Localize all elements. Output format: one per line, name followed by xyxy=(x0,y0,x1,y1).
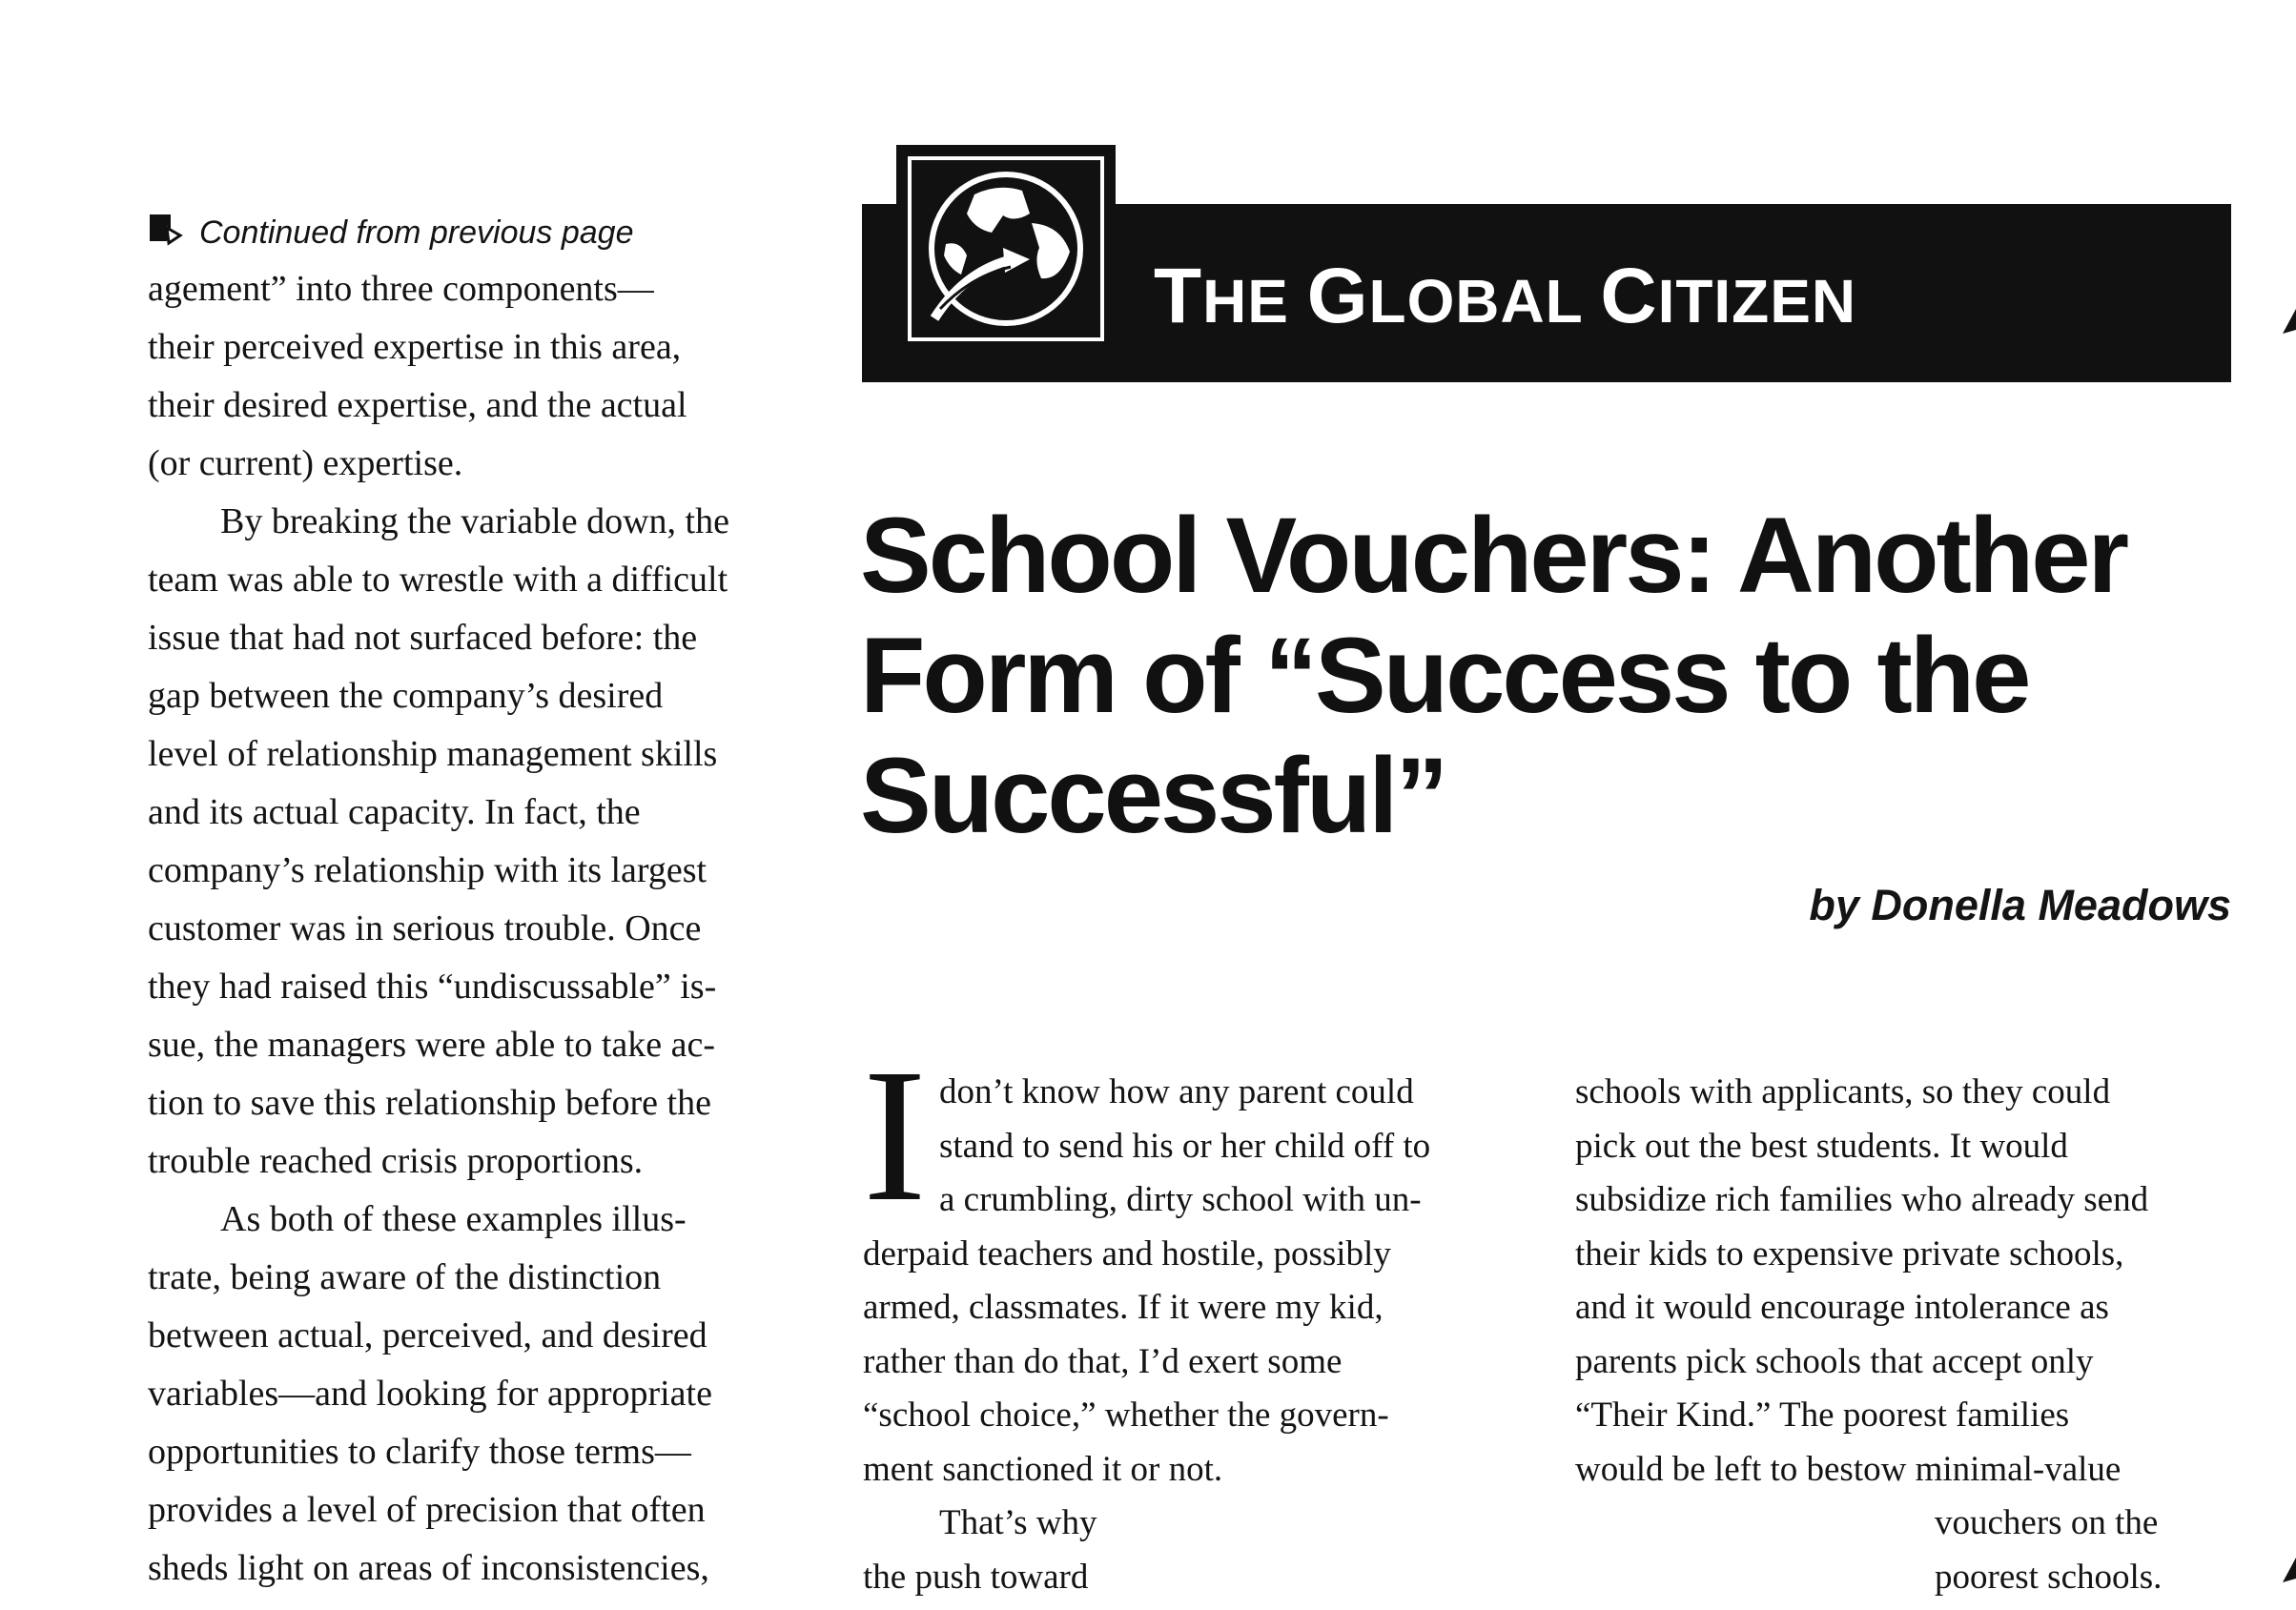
left-line: As both of these examples illus- xyxy=(220,1199,687,1239)
globe-logo xyxy=(896,145,1116,353)
body-line: rather than do that, I’d exert some xyxy=(863,1341,1343,1381)
left-line: company’s relationship with its largest xyxy=(148,850,707,890)
left-line: team was able to wrestle with a difficult xyxy=(148,560,728,600)
body-line: parents pick schools that accept only xyxy=(1575,1341,2094,1381)
left-line: they had raised this “undiscussable” is- xyxy=(148,967,717,1007)
left-line: variables—and looking for appropriate xyxy=(148,1374,712,1414)
continued-arrow-icon xyxy=(148,211,188,266)
left-line: customer was in serious trouble. Once xyxy=(148,908,702,948)
body-line: poorest schools. xyxy=(1935,1557,2163,1597)
body-line: schools with applicants, so they could xyxy=(1575,1072,2111,1111)
banner-title-part: LOBAL xyxy=(1368,267,1601,336)
left-line: sue, the managers were able to take ac- xyxy=(148,1025,716,1065)
banner-title xyxy=(1154,253,1857,339)
left-line: (or current) expertise. xyxy=(148,443,463,483)
body-line: pick out the best students. It would xyxy=(1575,1126,2068,1166)
article-column-2 xyxy=(1575,1066,2243,1604)
headline-line: Form of “Success to the xyxy=(860,616,2029,735)
drop-cap: I xyxy=(863,1030,927,1241)
body-line: “Their Kind.” The poorest families xyxy=(1575,1396,2070,1435)
body-line: vouchers on the xyxy=(1935,1503,2159,1542)
banner-title-part: T xyxy=(1154,253,1203,339)
body-line: armed, classmates. If it were my kid, xyxy=(863,1288,1384,1327)
body-line: ment sanctioned it or not. xyxy=(863,1449,1223,1489)
left-line: sheds light on areas of inconsistencies, xyxy=(148,1548,709,1588)
article-headline xyxy=(860,496,2271,856)
left-line: their desired expertise, and the actual xyxy=(148,385,687,425)
headline-line: School Vouchers: Another xyxy=(860,496,2127,615)
left-line: issue that had not surfaced before: the xyxy=(148,618,698,658)
body-line: derpaid teachers and hostile, possibly xyxy=(863,1233,1391,1274)
scan-edge-mark xyxy=(2277,305,2296,348)
body-line: and it would encourage intolerance as xyxy=(1575,1288,2109,1327)
banner-title-part: G xyxy=(1306,253,1369,339)
left-line: opportunities to clarify those terms— xyxy=(148,1432,691,1472)
left-line: between actual, perceived, and desired xyxy=(148,1315,707,1355)
body-line: That’s why xyxy=(939,1503,1097,1542)
body-line: subsidize rich families who already send xyxy=(1575,1180,2149,1219)
left-line: By breaking the variable down, the xyxy=(220,501,729,541)
body-line: a crumbling, dirty school with un- xyxy=(939,1180,1422,1219)
left-line: trouble reached crisis proportions. xyxy=(148,1141,644,1181)
left-line: trate, being aware of the distinction xyxy=(148,1257,662,1297)
body-line: “school choice,” whether the govern- xyxy=(863,1396,1389,1435)
article-column-1 xyxy=(863,1066,1530,1604)
left-line: their perceived expertise in this area, xyxy=(148,327,682,367)
byline: by Donella Meadows xyxy=(1809,881,2231,929)
left-line: gap between the company’s desired xyxy=(148,676,664,716)
body-line: would be left to bestow minimal-value xyxy=(1575,1449,2122,1489)
body-line: their kids to expensive private schools, xyxy=(1575,1233,2124,1274)
continued-text: Continued from previous page xyxy=(199,214,634,251)
banner-title-part: ITIZEN xyxy=(1657,267,1857,336)
left-line: level of relationship management skills xyxy=(148,734,718,774)
scan-edge-mark xyxy=(2277,1554,2296,1597)
headline-line: Successful” xyxy=(860,736,1446,855)
body-line: stand to send his or her child off to xyxy=(939,1126,1431,1166)
left-line: and its actual capacity. In fact, the xyxy=(148,792,641,832)
left-line: provides a level of precision that often xyxy=(148,1490,706,1530)
globe-icon xyxy=(908,156,1104,341)
left-line: agement” into three components— xyxy=(148,269,654,309)
banner-title-part: C xyxy=(1600,253,1658,339)
body-line: the push toward xyxy=(863,1557,1089,1597)
continued-note xyxy=(148,205,806,260)
left-line: tion to save this relationship before the xyxy=(148,1083,711,1123)
left-column xyxy=(148,205,806,1598)
banner-title-part: HE xyxy=(1202,267,1307,336)
body-line: don’t know how any parent could xyxy=(939,1072,1414,1111)
